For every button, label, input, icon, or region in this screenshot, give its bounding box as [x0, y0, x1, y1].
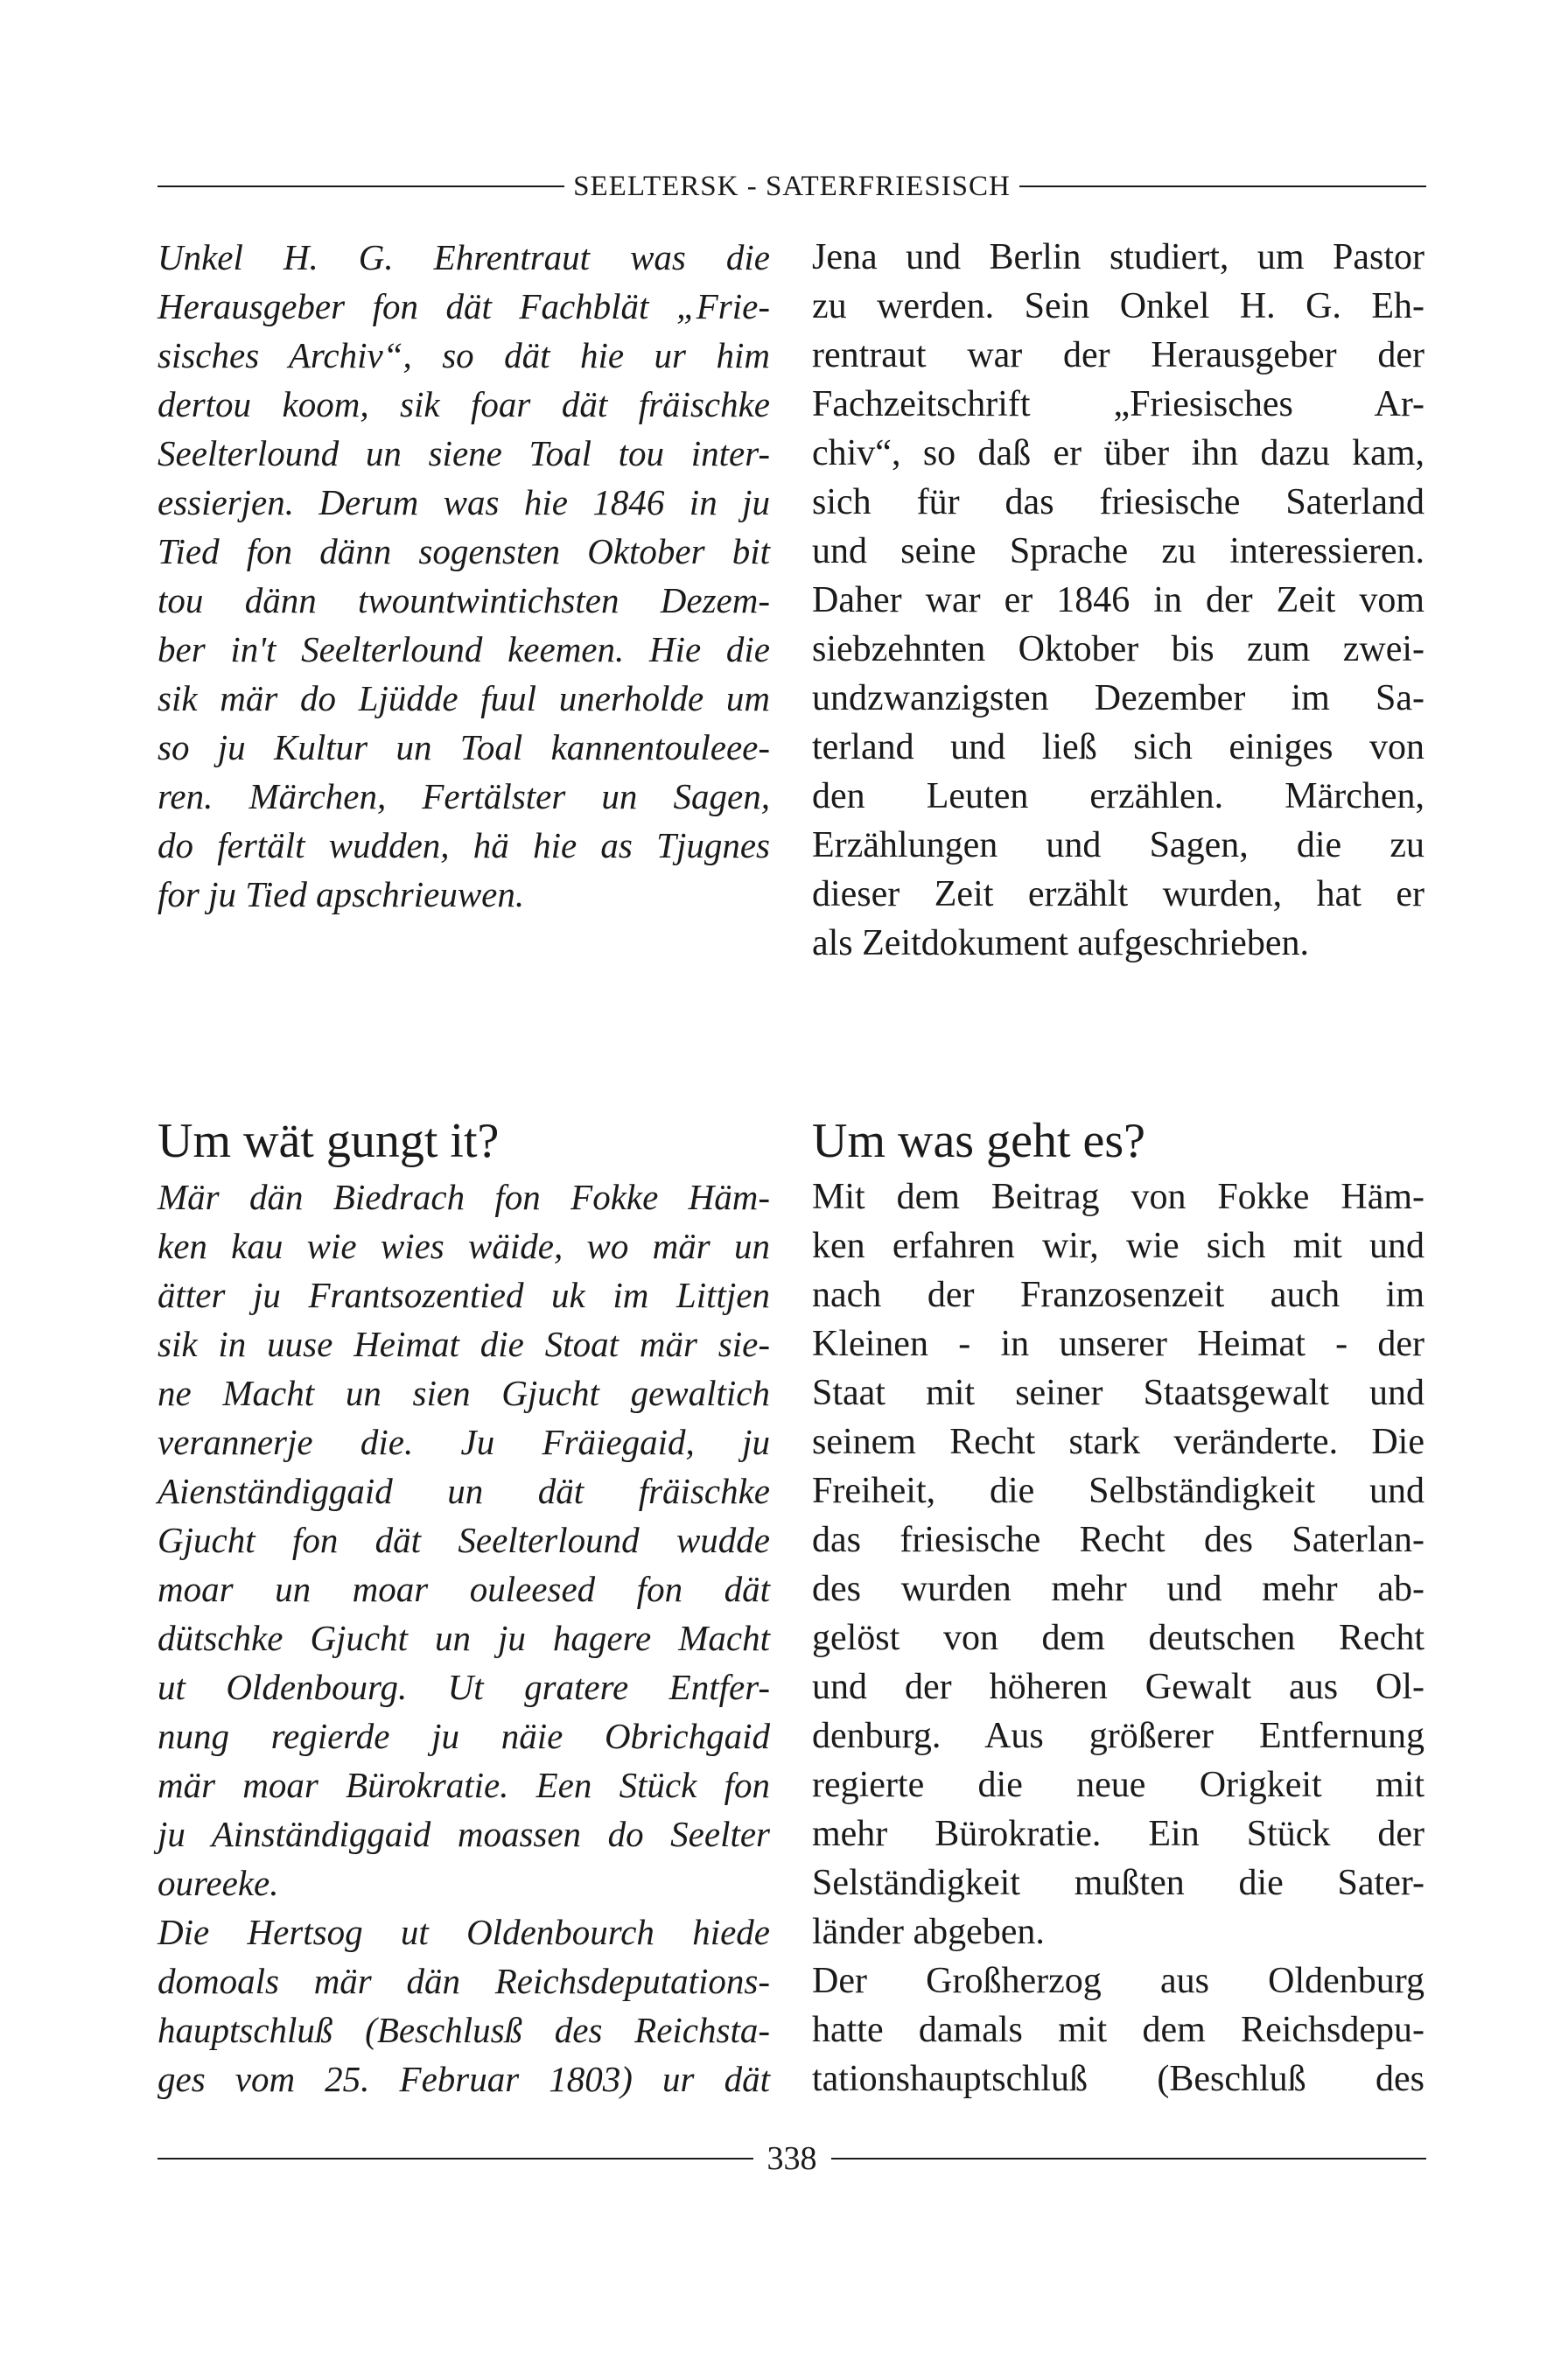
page-footer: [158, 2135, 1426, 2182]
header-title: SEELTERSK - SATERFRIESISCH: [573, 170, 1011, 202]
text-line: moar un moar ouleesed fon dät: [158, 1569, 770, 1609]
text-line: nung regierde ju näie Obrichgaid: [158, 1716, 770, 1756]
text-line: zu werden. Sein Onkel H. G. Eh-: [812, 286, 1424, 326]
text-line: hauptschluß (Beschlusß des Reichsta-: [158, 2010, 770, 2050]
text-line: dertou koom, sik foar dät fräischke: [158, 384, 770, 424]
section-heading: Um wät gungt it?: [158, 1114, 500, 1168]
section1-right-column: [812, 233, 1424, 968]
footer-rule-right: [831, 2158, 1427, 2160]
text-line: denburg. Aus größerer Entfernung: [812, 1716, 1424, 1756]
text-line: essierjen. Derum was hie 1846 in ju: [158, 482, 770, 522]
text-line: ne Macht un sien Gjucht gewaltich: [158, 1373, 770, 1413]
text-line: Der Großherzog aus Oldenburg: [812, 1961, 1424, 2001]
header-rule-left: [158, 186, 564, 187]
text-line: das friesische Recht des Saterlan-: [812, 1520, 1424, 1560]
text-line: ges vom 25. Februar 1803) ur dät: [158, 2059, 770, 2099]
text-line: ätter ju Frantsozentied uk im Littjen: [158, 1275, 770, 1315]
text-line: des wurden mehr und mehr ab-: [812, 1569, 1424, 1609]
text-line: Jena und Berlin studiert, um Pastor: [812, 237, 1424, 277]
text-line: chiv“, so daß er über ihn dazu kam,: [812, 433, 1424, 473]
text-line: länder abgeben.: [812, 1912, 1045, 1952]
text-line: verannerje die. Ju Fräiegaid, ju: [158, 1422, 770, 1462]
text-line: domoals mär dän Reichsdeputations-: [158, 1961, 770, 2001]
running-header: [158, 164, 1426, 208]
text-line: Seelterlound un siene Toal tou inter-: [158, 433, 770, 473]
text-line: regierte die neue Origkeit mit: [812, 1765, 1424, 1805]
text-line: Aienständiggaid un dät fräischke: [158, 1471, 770, 1511]
text-line: Gjucht fon dät Seelterlound wudde: [158, 1520, 770, 1560]
text-line: und der höheren Gewalt aus Ol-: [812, 1667, 1424, 1707]
text-line: ut Oldenbourg. Ut gratere Entfer-: [158, 1667, 770, 1707]
text-line: Tied fon dänn sogensten Oktober bit: [158, 531, 770, 571]
text-line: Staat mit seiner Staatsgewalt und: [812, 1373, 1424, 1413]
text-line: tou dänn twountwintichsten Dezem-: [158, 580, 770, 620]
text-line: mehr Bürokratie. Ein Stück der: [812, 1814, 1424, 1854]
text-line: gelöst von dem deutschen Recht: [812, 1618, 1424, 1658]
text-line: sisches Archiv“, so dät hie ur him: [158, 335, 770, 375]
text-line: siebzehnten Oktober bis zum zwei-: [812, 629, 1424, 669]
text-line: Mär dän Biedrach fon Fokke Häm-: [158, 1177, 770, 1217]
text-line: ber in't Seelterlound keemen. Hie die: [158, 629, 770, 669]
text-line: tationshauptschluß (Beschluß des: [812, 2059, 1424, 2099]
section2-left-column: [158, 1110, 770, 2104]
text-line: ken kau wie wies wäide, wo mär un: [158, 1226, 770, 1266]
text-line: oureeke.: [158, 1863, 279, 1903]
text-line: Erzählungen und Sagen, die zu: [812, 825, 1424, 865]
section2-right-column: [812, 1110, 1424, 2104]
page-number: 338: [766, 2140, 817, 2177]
text-line: Herausgeber fon dät Fachblät „Frie-: [158, 286, 770, 326]
text-line: Die Hertsog ut Oldenbourch hiede: [158, 1912, 770, 1952]
text-line: sik in uuse Heimat die Stoat mär sie-: [158, 1324, 770, 1364]
text-line: ren. Märchen, Fertälster un Sagen,: [158, 776, 770, 816]
text-line: undzwanzigsten Dezember im Sa-: [812, 678, 1424, 718]
section-heading: Um was geht es?: [812, 1114, 1146, 1168]
text-line: for ju Tied apschrieuwen.: [158, 874, 525, 914]
text-line: sich für das friesische Saterland: [812, 482, 1424, 522]
text-line: dütschke Gjucht un ju hagere Macht: [158, 1618, 770, 1658]
footer-rule-left: [158, 2158, 753, 2160]
header-rule-right: [1019, 186, 1426, 187]
text-line: rentraut war der Herausgeber der: [812, 335, 1424, 375]
text-line: ju Ainständiggaid moassen do Seelter: [158, 1814, 770, 1854]
text-line: Fachzeitschrift „Friesisches Ar-: [812, 384, 1424, 424]
text-line: dieser Zeit erzählt wurden, hat er: [812, 874, 1424, 914]
text-line: mär moar Bürokratie. Een Stück fon: [158, 1765, 770, 1805]
text-line: do fertält wudden, hä hie as Tjugnes: [158, 825, 770, 865]
text-line: Freiheit, die Selbständigkeit und: [812, 1471, 1424, 1511]
text-line: und seine Sprache zu interessieren.: [812, 531, 1424, 571]
text-line: Selständigkeit mußten die Sater-: [812, 1863, 1424, 1903]
text-line: so ju Kultur un Toal kannentouleee-: [158, 727, 770, 767]
text-line: Mit dem Beitrag von Fokke Häm-: [812, 1177, 1424, 1217]
text-line: als Zeitdokument aufgeschrieben.: [812, 923, 1309, 963]
section1-left-column: [158, 233, 770, 919]
text-line: hatte damals mit dem Reichsdepu-: [812, 2010, 1424, 2050]
text-line: seinem Recht stark veränderte. Die: [812, 1422, 1424, 1462]
text-line: Kleinen - in unserer Heimat - der: [812, 1324, 1424, 1364]
text-line: den Leuten erzählen. Märchen,: [812, 776, 1424, 816]
text-line: Unkel H. G. Ehrentraut was die: [158, 237, 770, 277]
text-line: terland und ließ sich einiges von: [812, 727, 1424, 767]
text-line: sik mär do Ljüdde fuul unerholde um: [158, 678, 770, 718]
text-line: Daher war er 1846 in der Zeit vom: [812, 580, 1424, 620]
text-line: ken erfahren wir, wie sich mit und: [812, 1226, 1424, 1266]
text-line: nach der Franzosenzeit auch im: [812, 1275, 1424, 1315]
